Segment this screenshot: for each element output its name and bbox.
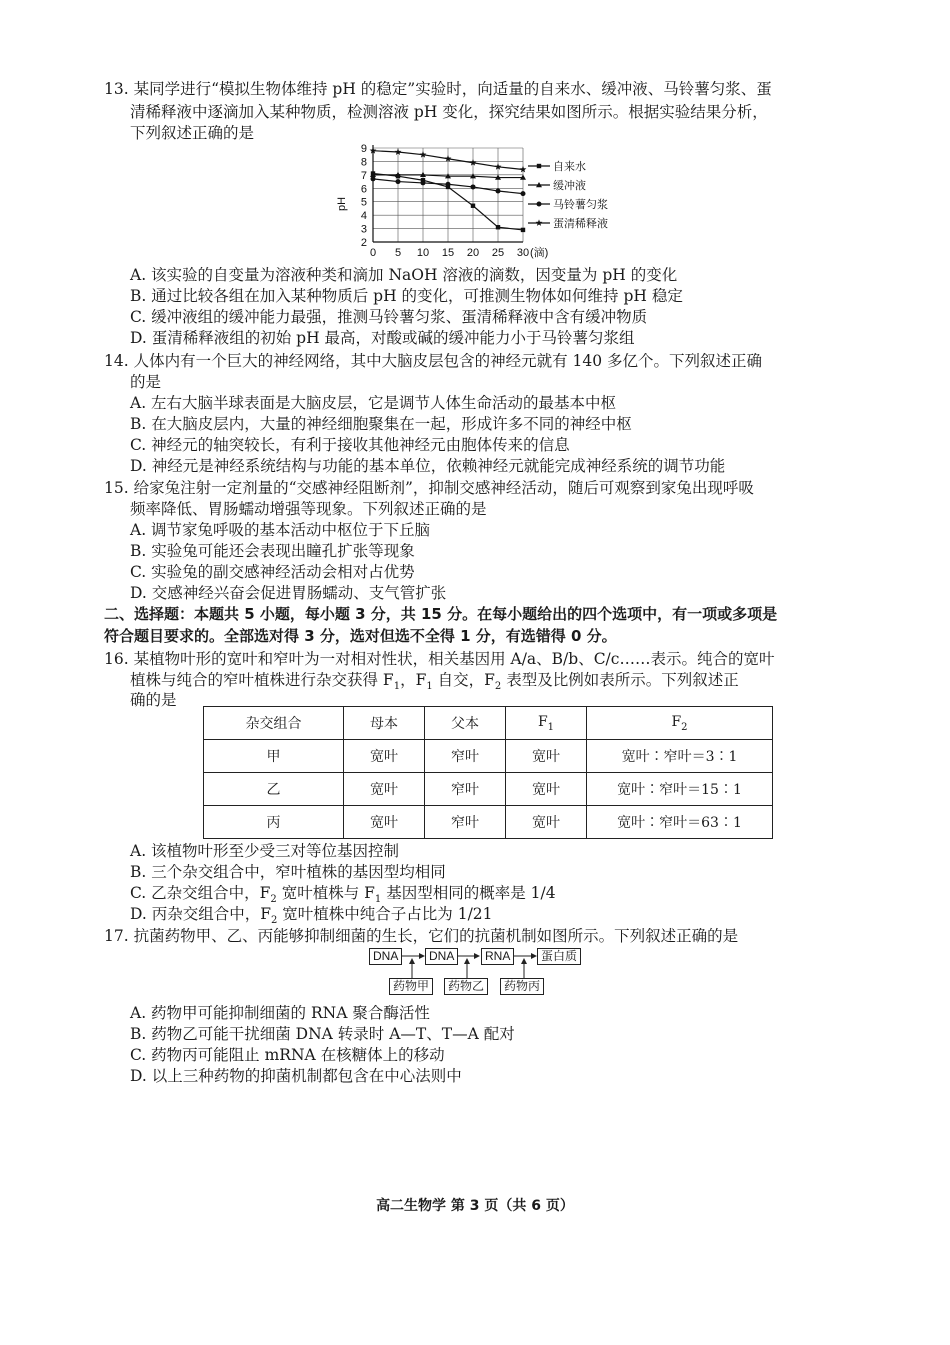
table-header: 父本 bbox=[425, 707, 506, 740]
q16-option-c-part1: C. 乙杂交组合中，F bbox=[130, 884, 271, 902]
data-point bbox=[536, 219, 543, 226]
q13-line3: 下列叙述正确的是 bbox=[130, 124, 255, 142]
q17-option-b: B. 药物乙可能干扰细菌 DNA 转录时 A—T、T—A 配对 bbox=[130, 1025, 515, 1043]
data-point bbox=[446, 182, 451, 187]
chart-ylabel: pH bbox=[336, 196, 348, 212]
x-tick-label: 0 bbox=[369, 247, 377, 259]
section2-line1: 二、选择题：本题共 5 小题，每小题 3 分，共 15 分。在每小题给出的四个选项中，有一项或多项是 bbox=[104, 605, 778, 623]
table-cell: 宽叶 bbox=[506, 773, 587, 806]
x-tick-label: 10 bbox=[416, 247, 430, 259]
q16-option-b: B. 三个杂交组合中，窄叶植株的基因型均相同 bbox=[130, 863, 446, 881]
q13-option-b: B. 通过比较各组在加入某种物质后 pH 的变化，可推测生物体如何维持 pH 稳定 bbox=[130, 287, 683, 305]
legend-label: 自来水 bbox=[553, 161, 586, 173]
drug-c-box: 药物丙 bbox=[500, 978, 544, 995]
dna-box-2: DNA bbox=[425, 948, 458, 965]
y-tick-label: 4 bbox=[360, 210, 367, 223]
table-cell: 宽叶 bbox=[506, 806, 587, 839]
x-tick-label: 30 bbox=[516, 247, 530, 259]
data-point bbox=[537, 202, 542, 207]
y-tick-label: 7 bbox=[360, 169, 367, 182]
drug-b-box: 药物乙 bbox=[444, 978, 488, 995]
sub-2: 2 bbox=[494, 681, 502, 693]
q15-option-c: C. 实验兔的副交感神经活动会相对占优势 bbox=[130, 563, 415, 581]
legend-label: 马铃薯匀浆 bbox=[553, 199, 608, 211]
y-tick-label: 3 bbox=[360, 223, 367, 236]
table-cell: 宽叶∶窄叶＝63∶1 bbox=[587, 806, 773, 839]
data-point bbox=[471, 204, 475, 208]
q16-line2-part1: 植株与纯合的窄叶植株进行杂交获得 F bbox=[130, 671, 394, 689]
table-cell: 宽叶 bbox=[344, 740, 425, 773]
q13-option-d: D. 蛋清稀释液组的初始 pH 最高，对酸或碱的缓冲能力小于马铃薯匀浆组 bbox=[130, 329, 635, 347]
legend-item bbox=[528, 178, 586, 192]
table-row bbox=[204, 806, 773, 839]
x-tick-label: 20 bbox=[466, 247, 480, 259]
q13-line1: 13. 某同学进行“模拟生物体维持 pH 的稳定”实验时，向适量的自来水、缓冲液、马铃薯匀浆、蛋 bbox=[104, 80, 772, 98]
q16-line2 bbox=[130, 670, 739, 697]
x-tick-label: 15 bbox=[441, 247, 455, 259]
x-tick-label: 5 bbox=[394, 247, 402, 259]
header-f2-label: F bbox=[671, 713, 682, 730]
q16-line2-part3: 自交，F bbox=[432, 671, 495, 689]
data-point bbox=[537, 164, 541, 168]
legend-item bbox=[528, 197, 608, 211]
y-tick-label: 2 bbox=[360, 237, 367, 249]
data-point bbox=[521, 191, 526, 196]
q16-line2-part2: ，F bbox=[400, 671, 427, 689]
rna-box: RNA bbox=[481, 948, 514, 965]
y-tick-label: 6 bbox=[360, 183, 367, 196]
legend-label: 蛋清稀释液 bbox=[553, 218, 608, 230]
table-cell: 窄叶 bbox=[425, 740, 506, 773]
q13-option-c: C. 缓冲液组的缓冲能力最强，推测马铃薯匀浆、蛋清稀释液中含有缓冲物质 bbox=[130, 308, 648, 326]
q15-option-b: B. 实验兔可能还会表现出瞳孔扩张等现象 bbox=[130, 542, 415, 560]
q13-option-a: A. 该实验的自变量为溶液种类和滴加 NaOH 溶液的滴数，因变量为 pH 的变化 bbox=[130, 266, 678, 284]
q17-option-d: D. 以上三种药物的抑菌机制都包含在中心法则中 bbox=[130, 1067, 462, 1085]
q16-option-d-part2: 宽叶植株中纯合子占比为 1/21 bbox=[277, 905, 493, 923]
y-tick-label: 8 bbox=[360, 156, 367, 169]
chart-xlabel: (滴) bbox=[530, 247, 549, 259]
table-cell: 宽叶 bbox=[344, 806, 425, 839]
table-row bbox=[204, 773, 773, 806]
sub-1: 1 bbox=[426, 681, 433, 693]
y-tick-label: 5 bbox=[360, 196, 367, 209]
q16-option-c-part3: 基因型相同的概率是 1/4 bbox=[381, 884, 556, 902]
legend-item bbox=[528, 216, 608, 230]
legend-item bbox=[528, 159, 586, 173]
table-cell: 丙 bbox=[204, 806, 344, 839]
q15-line1: 15. 给家兔注射一定剂量的“交感神经阻断剂”，抑制交感神经活动，随后可观察到家兔出现呼吸 bbox=[104, 479, 754, 497]
q14-option-b: B. 在大脑皮层内，大量的神经细胞聚集在一起，形成许多不同的神经中枢 bbox=[130, 415, 632, 433]
q17-option-a: A. 药物甲可能抑制细菌的 RNA 聚合酶活性 bbox=[130, 1004, 430, 1022]
table-header-row bbox=[204, 707, 773, 740]
table-cell: 窄叶 bbox=[425, 806, 506, 839]
q15-option-d: D. 交感神经兴奋会促进胃肠蠕动、支气管扩张 bbox=[130, 584, 447, 602]
table-cell: 宽叶 bbox=[344, 773, 425, 806]
table-header bbox=[506, 707, 587, 740]
data-point bbox=[371, 176, 376, 181]
table-cell: 宽叶 bbox=[506, 740, 587, 773]
data-point bbox=[421, 180, 426, 185]
table-header: 母本 bbox=[344, 707, 425, 740]
q17-line1: 17. 抗菌药物甲、乙、丙能够抑制细菌的生长，它们的抗菌机制如图所示。下列叙述正确的是 bbox=[104, 927, 739, 945]
chart-legend bbox=[528, 159, 608, 230]
q15-line2: 频率降低、胃肠蠕动增强等现象。下列叙述正确的是 bbox=[130, 500, 487, 518]
table-header bbox=[587, 707, 773, 740]
table-header: 杂交组合 bbox=[204, 707, 344, 740]
q16-option-a: A. 该植物叶形至少受三对等位基因控制 bbox=[130, 842, 400, 860]
q14-line1: 14. 人体内有一个巨大的神经网络，其中大脑皮层包含的神经元就有 140 多亿个。下列叙述正确 bbox=[104, 352, 763, 370]
sub-2: 2 bbox=[270, 894, 277, 906]
data-point bbox=[396, 179, 401, 184]
table-cell: 窄叶 bbox=[425, 773, 506, 806]
table-row bbox=[204, 740, 773, 773]
data-point bbox=[496, 225, 500, 229]
q14-option-a: A. 左右大脑半球表面是大脑皮层，它是调节人体生命活动的最基本中枢 bbox=[130, 394, 617, 412]
q14-line2: 的是 bbox=[130, 373, 162, 391]
q16-line1: 16. 某植物叶形的宽叶和窄叶为一对相对性状，相关基因用 A/a、B/b、C/c……表示。纯合的宽叶 bbox=[104, 650, 775, 668]
q16-line2-part4: 表型及比例如表所示。下列叙述正 bbox=[501, 671, 739, 689]
q16-option-c-part2: 宽叶植株与 F bbox=[276, 884, 375, 902]
x-tick-label: 25 bbox=[491, 247, 505, 259]
dna-box-1: DNA bbox=[369, 948, 402, 965]
table-cell: 乙 bbox=[204, 773, 344, 806]
section2-line2: 符合题目要求的。全部选对得 3 分，选对但选不全得 1 分，有选错得 0 分。 bbox=[104, 627, 617, 645]
y-tick-label: 9 bbox=[360, 143, 367, 155]
q13-line2: 清稀释液中逐滴加入某种物质，检测溶液 pH 变化，探究结果如图所示。根据实验结果分析， bbox=[130, 103, 768, 121]
page-footer: 高二生物学 第 3 页（共 6 页） bbox=[376, 1198, 574, 1214]
q16-option-d-part1: D. 丙杂交组合中，F bbox=[130, 905, 271, 923]
header-f1-label: F bbox=[537, 713, 548, 730]
protein-box: 蛋白质 bbox=[537, 948, 581, 965]
table-cell: 宽叶∶窄叶＝3∶1 bbox=[587, 740, 773, 773]
header-f1-sub: 1 bbox=[547, 721, 555, 733]
data-point bbox=[471, 184, 476, 189]
data-point bbox=[521, 228, 525, 232]
table-cell: 宽叶∶窄叶＝15∶1 bbox=[587, 773, 773, 806]
legend-label: 缓冲液 bbox=[553, 180, 586, 192]
sub-1: 1 bbox=[393, 681, 401, 693]
q14-option-c: C. 神经元的轴突较长，有利于接收其他神经元由胞体传来的信息 bbox=[130, 436, 570, 454]
drug-a-box: 药物甲 bbox=[389, 978, 433, 995]
data-point bbox=[496, 188, 501, 193]
q17-option-c: C. 药物丙可能阻止 mRNA 在核糖体上的移动 bbox=[130, 1046, 445, 1064]
ph-line-chart bbox=[336, 142, 630, 259]
q15-option-a: A. 调节家兔呼吸的基本活动中枢位于下丘脑 bbox=[130, 521, 431, 539]
q14-option-d: D. 神经元是神经系统结构与功能的基本单位，依赖神经元就能完成神经系统的调节功能 bbox=[130, 457, 726, 475]
sub-2: 2 bbox=[270, 915, 278, 927]
cross-table bbox=[203, 706, 773, 839]
header-f2-sub: 2 bbox=[681, 721, 688, 733]
table-cell: 甲 bbox=[204, 740, 344, 773]
q16-line3: 确的是 bbox=[130, 691, 177, 709]
sub-1: 1 bbox=[374, 894, 382, 906]
